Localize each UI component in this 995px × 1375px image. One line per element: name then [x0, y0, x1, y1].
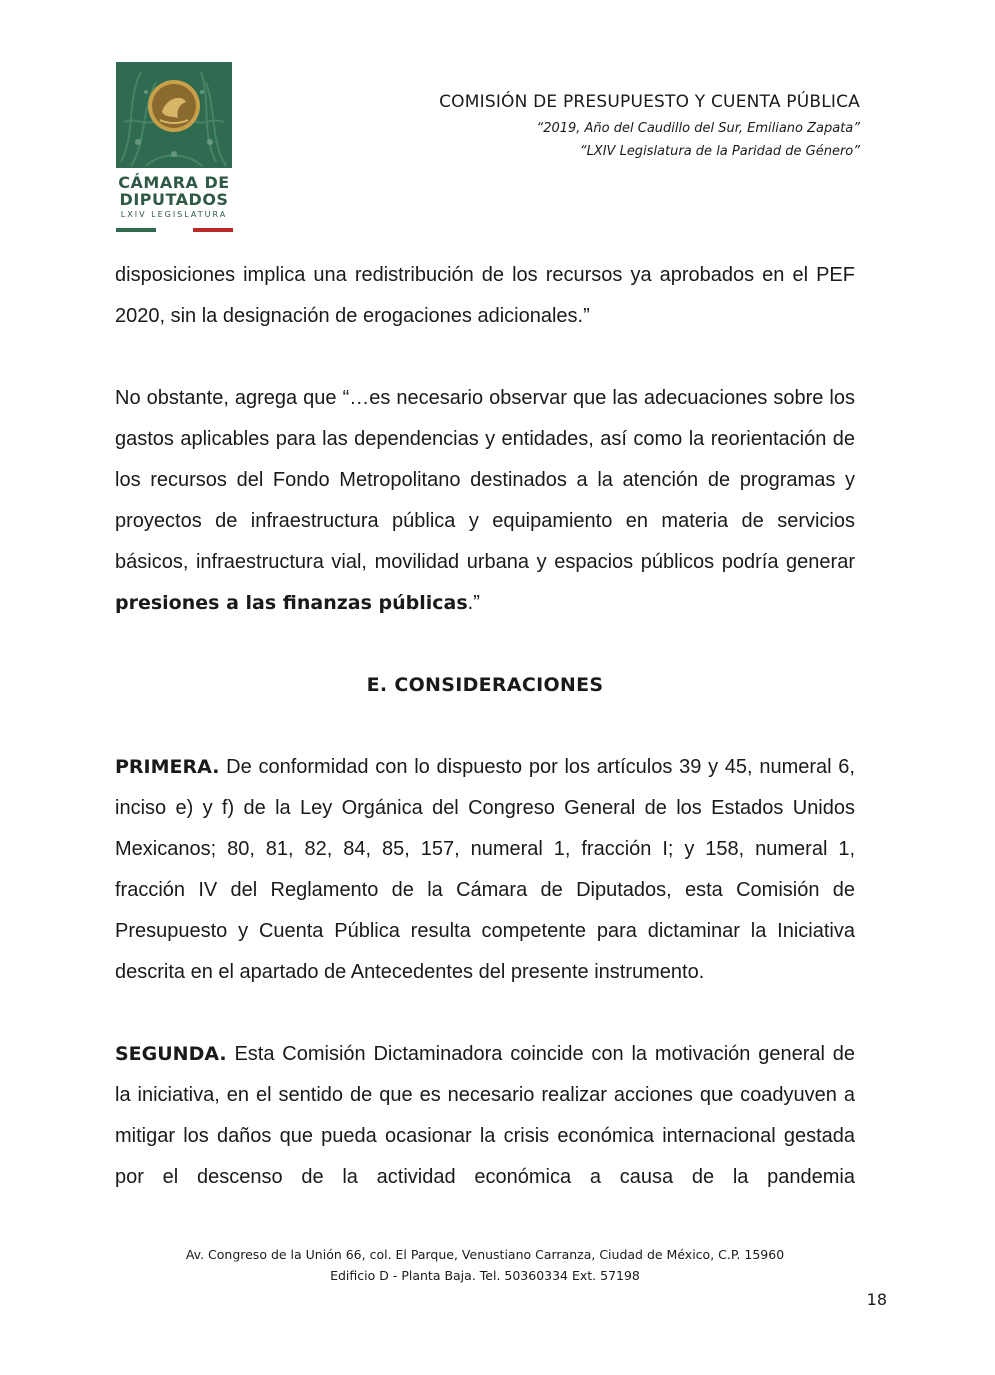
document-body [115, 255, 855, 1198]
paragraph-lead: PRIMERA. [115, 756, 220, 778]
motto-year: “2019, Año del Caudillo del Sur, Emiliano Zapata” [536, 121, 860, 136]
page-footer [0, 1244, 970, 1286]
page-number: 18 [866, 1290, 887, 1309]
flag-bar-green [116, 228, 156, 232]
logo-name [113, 174, 235, 208]
logo-name-line2: DIPUTADOS [119, 190, 229, 209]
paragraph-text: No obstante, agrega que “…es necesario observar que las adecuaciones sobre los gastos aplicables para las dependencias y entidades, así como la reorientación de los recursos del Fondo Metropolitano destinados a la atención de programas y proyectos de infraestructura pública y equipamiento en materia de servicios básicos, infraestructura vial, movilidad urbana y espacios públicos podría generar [115, 387, 855, 573]
committee-title: COMISIÓN DE PRESUPUESTO Y CUENTA PÚBLICA [439, 92, 860, 112]
chamber-logo [113, 62, 235, 234]
logo-subtitle: LXIV LEGISLATURA [120, 210, 228, 219]
national-emblem-icon [116, 62, 232, 168]
motto-legislature: “LXIV Legislatura de la Paridad de Género” [579, 144, 860, 159]
paragraph-continuation: disposiciones implica una redistribución de los recursos ya aprobados en el PEF 2020, sin la designación de erogaciones adicionales.” [115, 264, 855, 327]
paragraph-no-obstante [115, 378, 855, 624]
paragraph-text: De conformidad con lo dispuesto por los artículos 39 y 45, numeral 6, inciso e) y f) de la Ley Orgánica del Congreso General de los Estados Unidos Mexicanos; 80, 81, 82, 84, 85, 157, numeral 1, fracción I; y 158, numeral 1, fracción IV del Reglamento de la Cámara de Diputados, esta Comisión de Presupuesto y Cuenta Pública resulta competente para dictaminar la Iniciativa descrita en el apartado de Antecedentes del presente instrumento. [115, 756, 855, 983]
section-heading: E. CONSIDERACIONES [366, 674, 604, 696]
logo-name-line1: CÁMARA DE [118, 173, 230, 192]
page-header [439, 92, 860, 163]
paragraph-primera [115, 747, 855, 993]
paragraph-text-end: .” [467, 592, 480, 614]
footer-building: Edificio D - Planta Baja. Tel. 50360334 Ext. 57198 [330, 1268, 640, 1283]
paragraph-lead: SEGUNDA. [115, 1043, 227, 1065]
flag-bar-white [156, 228, 196, 232]
emphasis-text: presiones a las finanzas públicas [115, 592, 468, 614]
flag-bar-red [193, 228, 233, 232]
paragraph-segunda [115, 1034, 855, 1198]
footer-address: Av. Congreso de la Unión 66, col. El Parque, Venustiano Carranza, Ciudad de México, C.P. 15960 [185, 1247, 785, 1262]
paragraph-text: Esta Comisión Dictaminadora coincide con la motivación general de la iniciativa, en el sentido de que es necesario realizar acciones que coadyuven a mitigar los daños que pueda ocasionar la crisis económica internacional gestada por el descenso de la actividad económica a causa de la pandemia [115, 1043, 855, 1188]
